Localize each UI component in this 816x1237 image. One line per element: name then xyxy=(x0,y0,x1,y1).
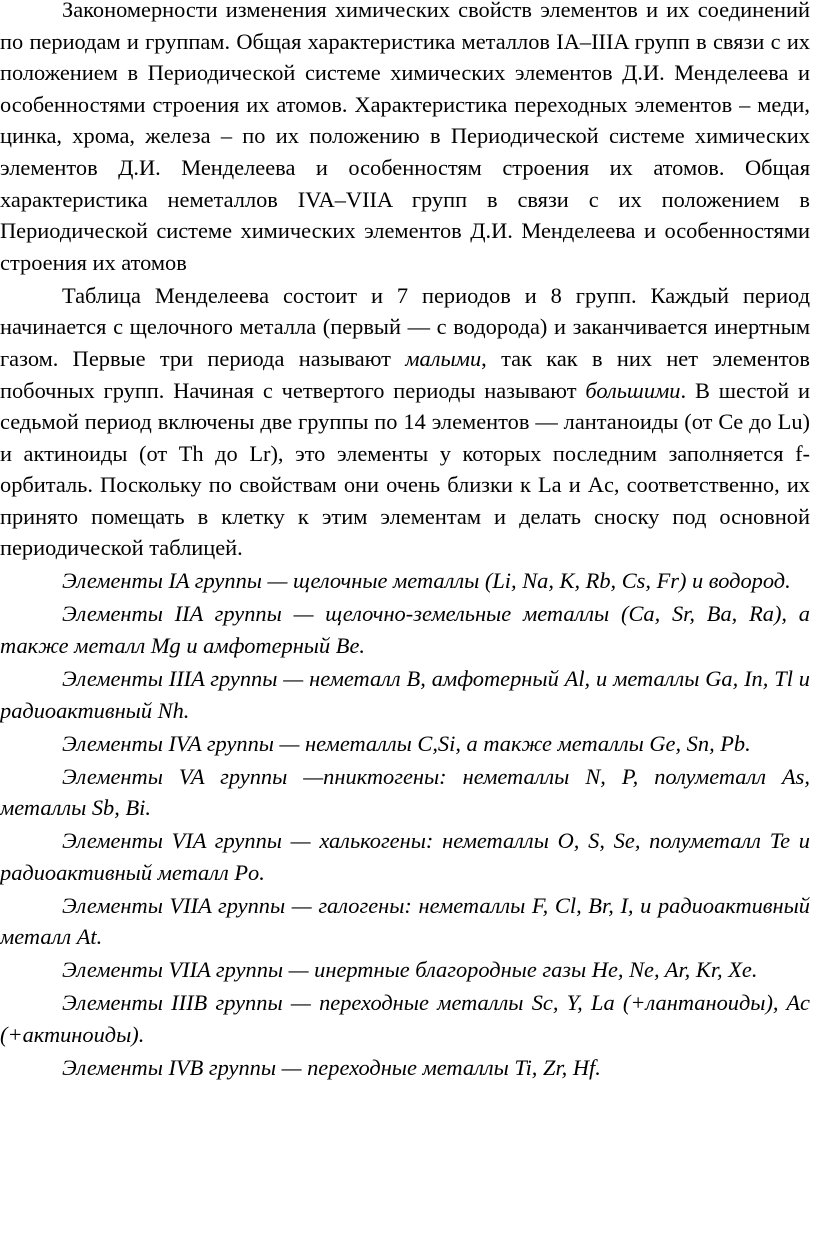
paragraph-text: Элементы VIIA группы — инертные благородные газы He, Ne, Ar, Kr, Xe. xyxy=(62,957,758,983)
paragraph-text: Элементы IIIB группы — переходные металлы Sc, Y, La (+лантаноиды), Ac (+актиноиды). xyxy=(0,990,810,1047)
paragraph-text: Закономерности изменения химических свойств элементов и их соединений по периодам и группам. Общая характеристика металлов IA–IIIA групп в связи с их положением в Периодической системе химических элементов Д.И. Менделеева и особенностями строения их атомов. Характеристика переходных элементов – меди, цинка, хрома, железа – по их положению в Периодической системе химических элементов Д.И. Менделеева и особенностям строения их атомов. Общая характеристика неметаллов IVA–VIIA групп в связи с их положением в Периодической системе химических элементов Д.И. Менделеева и особенностями строения их атомов xyxy=(0,0,810,275)
emphasized-term: малыми xyxy=(405,345,482,371)
paragraph-text: Элементы IVA группы — неметаллы C,Si, а также металлы Ge, Sn, Pb. xyxy=(62,730,751,756)
group-description-paragraph xyxy=(0,565,810,597)
group-description-paragraph xyxy=(0,598,810,661)
group-description-paragraph xyxy=(0,825,810,888)
group-description-paragraph xyxy=(0,1052,810,1084)
body-paragraph xyxy=(0,0,810,278)
group-description-paragraph xyxy=(0,987,810,1050)
paragraph-text: Элементы VIA группы — халькогены: неметаллы O, S, Se, полуметалл Te и радиоактивный металл Po. xyxy=(0,828,810,885)
paragraph-text: Элементы IIIA группы — неметалл B, амфотерный Al, и металлы Ga, In, Tl и радиоактивный Nh. xyxy=(0,666,810,723)
emphasized-term: большими xyxy=(585,377,681,403)
paragraph-text: Элементы IIA группы — щелочно-земельные металлы (Ca, Sr, Ba, Ra), а также металл Mg и амфотерный Be. xyxy=(0,601,810,659)
paragraph-text: . В шестой и седьмой период включены две группы по 14 элементов — лантаноиды (от Ce до Lu) и актиноиды (от Th до Lr), это элементы у которых последним заполняется f-орбиталь. Поскольку по свойствам они очень близки к La и Ac, соответственно, их принято помещать в клетку к этим элементам и делать сноску под основной периодической таблицей. xyxy=(0,377,810,561)
paragraph-text: Элементы VIIA группы — галогены: неметаллы F, Cl, Br, I, и радиоактивный металл At. xyxy=(0,892,810,950)
group-description-paragraph xyxy=(0,728,810,760)
group-description-paragraph xyxy=(0,890,810,953)
paragraph-text: Элементы IA группы — щелочные металлы (Li, Na, K, Rb, Cs, Fr) и водород. xyxy=(62,568,791,594)
body-paragraph xyxy=(0,280,810,564)
paragraph-text: , так как в них нет элементов побочных групп. Начиная с четвертого периоды называют xyxy=(0,345,810,403)
paragraph-text: Элементы VA группы —пниктогены: неметаллы N, P, полуметалл As, металлы Sb, Bi. xyxy=(0,763,810,821)
group-description-paragraph xyxy=(0,954,810,986)
group-description-paragraph xyxy=(0,663,810,726)
paragraph-text: Элементы IVB группы — переходные металлы Ti, Zr, Hf. xyxy=(62,1054,601,1080)
paragraph-text: Таблица Менделеева состоит и 7 периодов и 8 групп. Каждый период начинается с щелочного металла (первый — с водорода) и заканчивается инертным газом. Первые три периода называют xyxy=(0,282,810,371)
group-description-paragraph xyxy=(0,761,810,824)
